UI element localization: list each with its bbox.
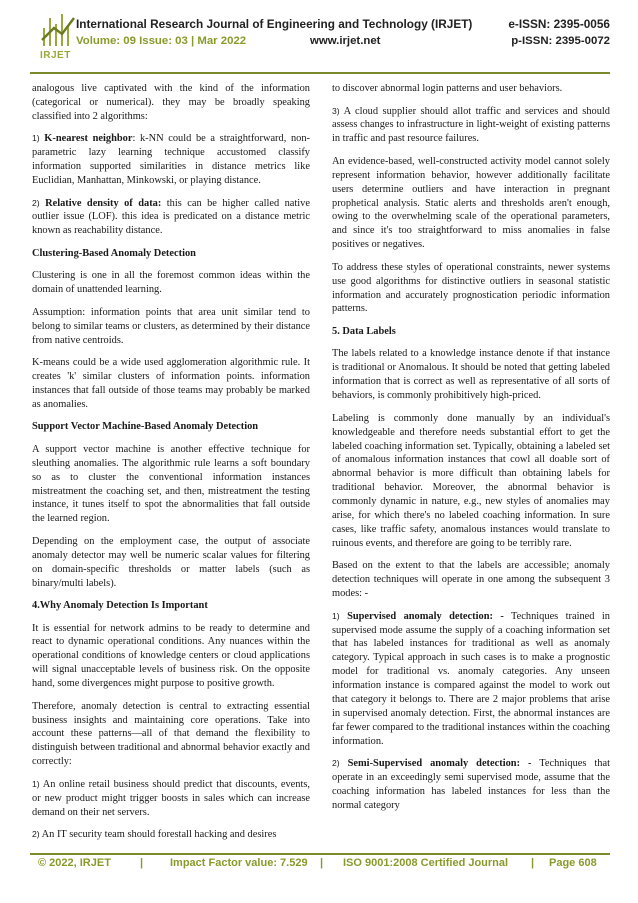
paragraph: Labeling is commonly done manually by an individual's knowledgeable and therefore needs substantial effort to get the labeled coaching information set. Typically, obtaining a labeled set of anomalous information instances that cowl all doable sort of abnormal behavior is more difficult than obtaining labels for traditional behavior. Moreover, the abnormal behavior is commonly dynamic in nature, e.g., new styles of anomalies may arise, for which there's no labeled coaching information. In sure cases, like traffic safety, anomalous instances would translate to ruinous events, and therefore are going to be terribly rare.	[332, 412, 610, 549]
paragraph: Assumption: information points that area unit similar tend to belong to similar teams or clusters, as determined by their distance from native centroids.	[32, 306, 310, 346]
paragraph: Therefore, anomaly detection is central to extracting essential business insights and maintaining core operations. Take into account these patterns—all of that demand the flexibility to distinguish between traditional and abnormal behavior exactly and correctly:	[32, 700, 310, 768]
p-issn: p-ISSN: 2395-0072	[511, 35, 610, 47]
list-text: this can be higher called native outlier issue (LOF). this idea is predicated on a distance metric known as reachability distance.	[32, 197, 310, 237]
left-column	[32, 82, 310, 851]
paragraph: Depending on the employment case, the output of associate anomaly detector may well be numeric scalar values for filtering on domain-specific thresholds or matter labels (such as binary/multi labels).	[32, 535, 310, 589]
list-number: 1)	[332, 610, 340, 621]
journal-website-link[interactable]: www.irjet.net	[310, 35, 381, 47]
paragraph: It is essential for network admins to be ready to determine and react to dynamic operational conditions. Any nuances within the operational conditions of knowledge centers or cloud applications will signal unacceptable levels of business risk. On the opposite hand, some divergences might purpose to positive growth.	[32, 622, 310, 690]
footer-separator: |	[320, 857, 324, 869]
footer-page-number: Page 608	[549, 857, 597, 869]
paragraph: To address these styles of operational constraints, newer systems use good algorithms for distinctive outliers in seasonal statistic information and accurately prognostication periodic information patterns.	[332, 261, 610, 315]
list-text: A cloud supplier should allot traffic and services and should assess changes to infrastructure in light-weight of existing patterns in traffic and past resource failures.	[332, 105, 610, 145]
footer-impact-factor: Impact Factor value: 7.529	[170, 857, 308, 869]
list-text: : k-NN could be a straightforward, non-parametric lazy learning technique accustomed classify information supported similarities in distance metrics like Euclidian, Manhattan, Minkowski, or playing distance.	[32, 133, 310, 187]
irjet-logo	[36, 10, 80, 64]
paragraph: Clustering is one in all the foremost common ideas within the domain of unattended learning.	[32, 270, 310, 296]
footer-iso: ISO 9001:2008 Certified Journal	[343, 857, 509, 869]
logo-emblem-icon	[36, 10, 80, 50]
list-item	[332, 105, 610, 147]
list-number: 1)	[32, 133, 40, 144]
footer-divider	[30, 853, 610, 855]
list-number: 2)	[32, 829, 40, 840]
section-heading: 5. Data Labels	[332, 325, 396, 337]
list-number: 2)	[332, 758, 340, 769]
paragraph: A support vector machine is another effective technique for sleuthing anomalies. The algorithmic rule learns a soft boundary so as to cluster the conventional information instances mistreatment the coaching set, and then, mistreatment the testing instance, it tunes itself to spot the abnormalities that fall outside the learned region.	[32, 443, 310, 525]
footer-copyright: © 2022, IRJET	[38, 857, 111, 869]
volume-issue: Volume: 09 Issue: 03 | Mar 2022	[76, 35, 247, 47]
logo-text: IRJET	[40, 50, 71, 61]
paragraph: K-means could be a wide used agglomeration algorithmic rule. It creates 'k' similar clusters of information points. information instances that fall outside of those teams may probably be marked as anomalies.	[32, 357, 310, 410]
list-text: An online retail business should predict that discounts, events, or new product might trigger boosts in sales which can increase demand on their net servers.	[32, 778, 310, 818]
e-issn: e-ISSN: 2395-0056	[508, 17, 610, 31]
paragraph: The labels related to a knowledge instance denote if that instance is traditional or Anomalous. It should be noted that getting labeled information that is correct as well as representative of all sorts of behaviors, is commonly prohibitively high-priced.	[332, 348, 610, 402]
paragraph: An evidence-based, well-constructed activity model cannot solely represent information behavior, however additionally facilitate users determine outliers and have interaction in pregnant prophetical analysis. Static alerts and thresholds aren't enough, owing to the overwhelming scale of the operational parameters, and since it's too straightforward to miss anomalies in false positives or negatives.	[332, 155, 610, 251]
right-column	[332, 82, 610, 822]
list-item	[32, 778, 310, 820]
list-item	[332, 757, 610, 813]
list-text: Techniques that operate in an exceedingly semi supervised mode, assume that the coaching information has labeled instances for less than the normal category	[332, 758, 610, 812]
list-text: Techniques trained in supervised mode assume the supply of a coaching information set that has labeled instances for traditional as well as anomaly category. Typical approach in such cases is to make a prognostic model for traditional vs. anomaly categories. Any unseen information instance is compared against the model to work out that category it belongs to. There are 2 major problems that arise in supervised anomaly detection. First, the abnormal instances are far fewer compared to the traditional instances within the coaching information.	[332, 610, 610, 747]
paragraph: to discover abnormal login patterns and user behaviors.	[332, 83, 563, 94]
list-number: 3)	[332, 105, 340, 116]
paragraph: analogous live captivated with the kind of the information (categorical or numerical). they may be broadly speaking classified into 2 algorithms:	[32, 83, 310, 122]
list-number: 1)	[32, 778, 40, 789]
term: K-nearest neighbor	[44, 133, 133, 145]
paragraph: Based on the extent to that the labels are accessible; anomaly detection techniques will operate in one among the subsequent 3 modes: -	[332, 560, 610, 600]
list-item	[32, 828, 310, 842]
term: Semi-Supervised anomaly detection: -	[347, 758, 532, 770]
list-item	[32, 197, 310, 239]
page-header	[30, 8, 610, 66]
section-heading: Clustering-Based Anomaly Detection	[32, 247, 196, 259]
section-heading: 4.Why Anomaly Detection Is Important	[32, 600, 208, 612]
footer-separator: |	[531, 857, 535, 869]
list-item	[32, 132, 310, 188]
section-heading: Support Vector Machine-Based Anomaly Detection	[32, 421, 259, 433]
list-text: An IT security team should forestall hacking and desires	[39, 829, 277, 841]
list-number: 2)	[32, 197, 40, 208]
footer-separator: |	[140, 857, 144, 869]
journal-title: International Research Journal of Engineering and Technology (IRJET)	[76, 17, 473, 31]
header-divider	[30, 72, 610, 74]
term: Supervised anomaly detection: -	[347, 610, 504, 622]
term: Relative density of data:	[45, 197, 162, 209]
list-item	[332, 610, 610, 749]
